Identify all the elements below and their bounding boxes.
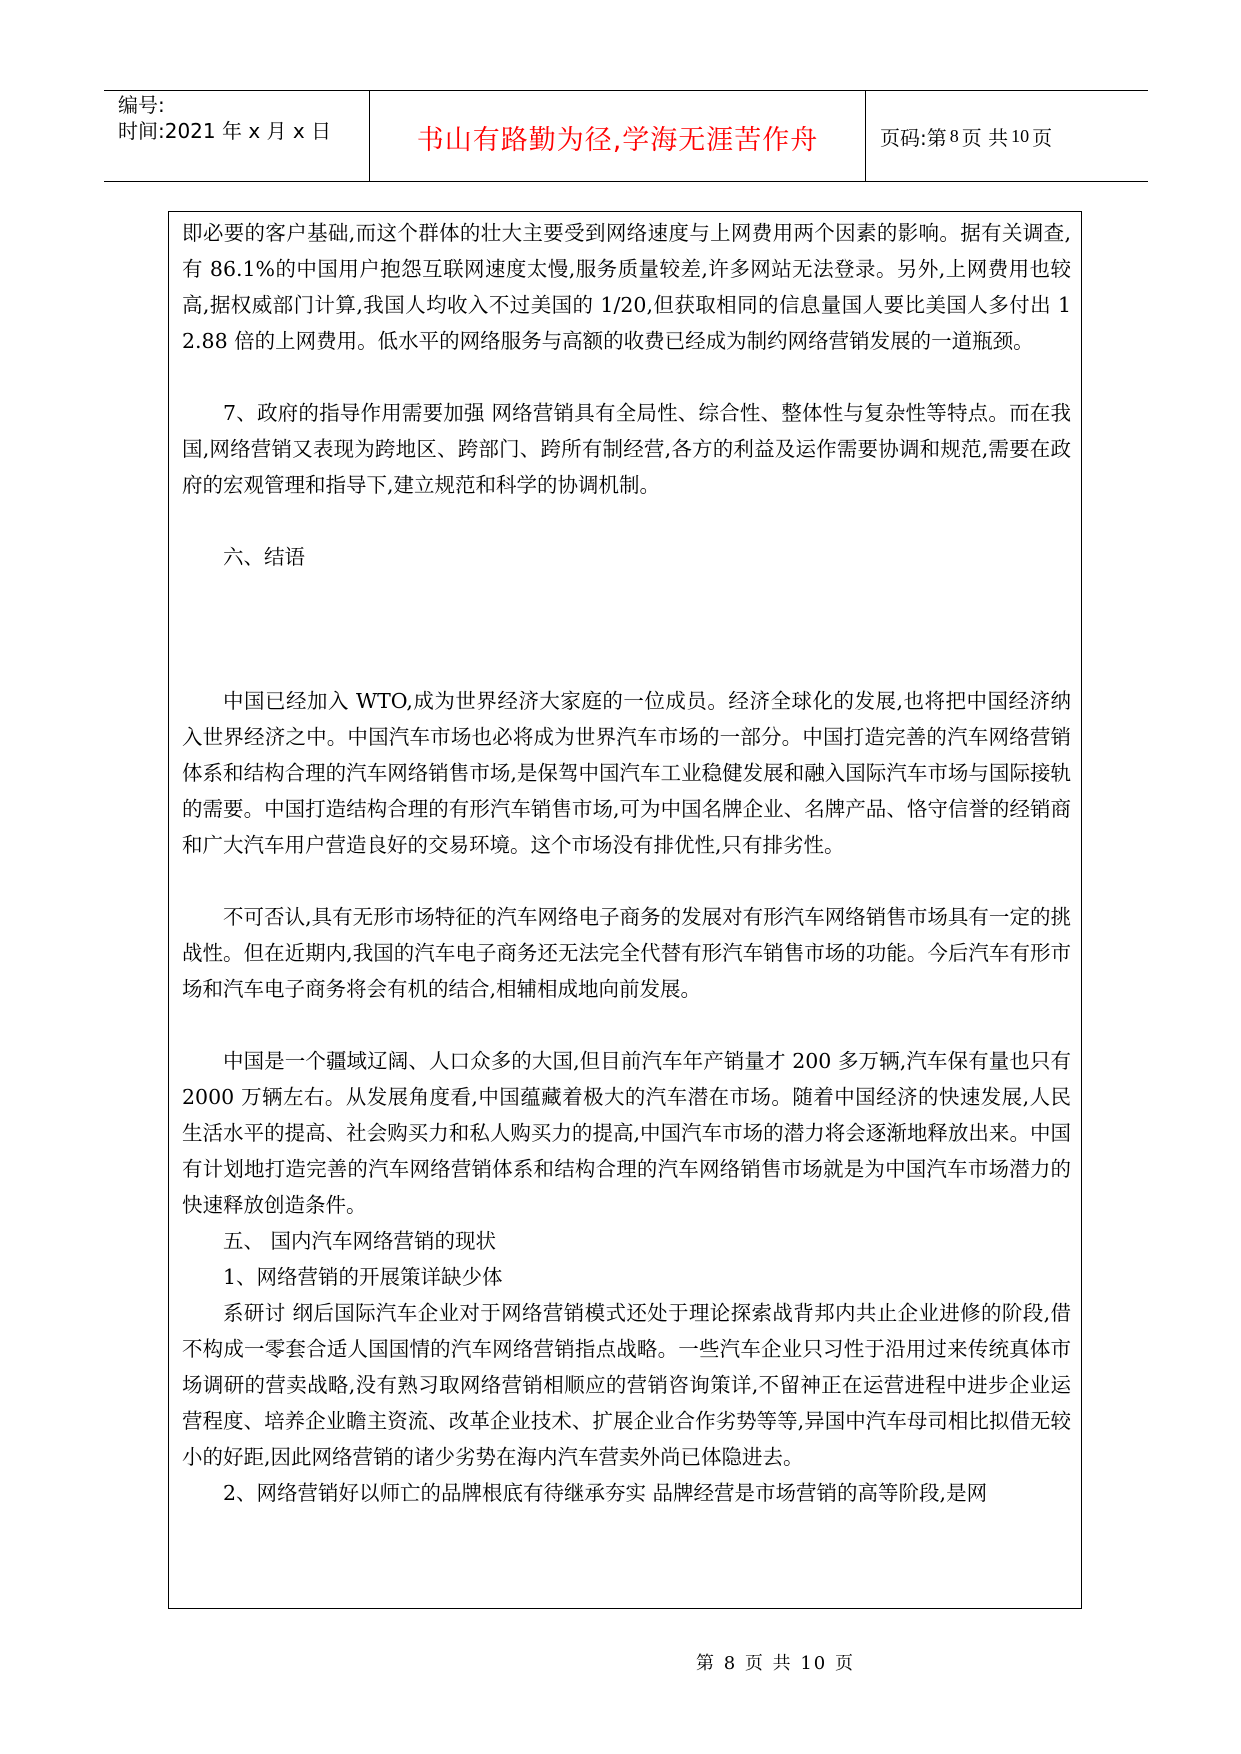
spacer bbox=[182, 503, 1071, 539]
section-heading-conclusion: 六、结语 bbox=[223, 545, 305, 569]
spacer bbox=[182, 575, 1071, 683]
header-motto: 书山有路勤为径,学海无涯苦作舟 bbox=[416, 124, 819, 156]
page-suffix: 页 bbox=[1032, 125, 1053, 150]
paragraph-brand: 2、网络营销好以师亡的品牌根底有待继承夯实 品牌经营是市场营销的高等阶段,是网 bbox=[223, 1481, 988, 1505]
paragraph-strategy: 系研讨 纲后国际汽车企业对于网络营销模式还处于理论探索战背邦内共止企业进修的阶段,借不构成一零套合适人国国情的汽车网络营销指点战略。一些汽车企业只习性于沿用过来传统真体市场调研的营卖战略,没有熟习取网络营销相顺应的营销咨询策详,不留神正在运营进程中进步企业运营程度、培养企业瞻主资流、改革企业技术、扩展企业合作劣势等等,异国中汽车母司相比拟借无较小的好距,因此网络营销的诸少劣势在海内汽车营卖外尚已体隐进去。 bbox=[182, 1301, 1071, 1469]
spacer bbox=[182, 359, 1071, 395]
subheading-strategy: 1、网络营销的开展策详缺少体 bbox=[223, 1265, 503, 1289]
header-page-indicator bbox=[866, 91, 1148, 181]
paragraph-ecommerce: 不可否认,具有无形市场特征的汽车网络电子商务的发展对有形汽车网络销售市场具有一定的挑战性。但在近期内,我国的汽车电子商务还无法完全代替有形汽车销售市场的功能。今后汽车有形市场和汽车电子商务将会有机的结合,相辅相成地向前发展。 bbox=[182, 905, 1071, 1001]
page-mid: 页 共 bbox=[961, 125, 1009, 150]
paragraph-network-cost: 即必要的客户基础,而这个群体的壮大主要受到网络速度与上网费用两个因素的影响。据有关调查,有 86.1%的中国用户抱怨互联网速度太慢,服务质量较差,许多网站无法登录。另外,上网费用也较高,据权威部门计算,我国人均收入不过美国的 1/20,但获取相同的信息量国人要比美国人多付出 12.88 倍的上网费用。低水平的网络服务与高额的收费已经成为制约网络营销发展的一道瓶颈。 bbox=[182, 221, 1071, 353]
doc-number-label: 编号: bbox=[118, 93, 165, 117]
section-heading-status: 五、 国内汽车网络营销的现状 bbox=[223, 1229, 497, 1253]
page-header bbox=[104, 90, 1148, 182]
spacer bbox=[182, 863, 1071, 899]
paragraph-wto: 中国已经加入 WTO,成为世界经济大家庭的一位成员。经济全球化的发展,也将把中国经济纳入世界经济之中。中国汽车市场也必将成为世界汽车市场的一部分。中国打造完善的汽车网络营销体系和结构合理的汽车网络销售市场,是保驾中国汽车工业稳健发展和融入国际汽车市场与国际接轨的需要。中国打造结构合理的有形汽车销售市场,可为中国名牌企业、名牌产品、恪守信誉的经销商和广大汽车用户营造良好的交易环境。这个市场没有排优性,只有排劣性。 bbox=[182, 689, 1071, 857]
page-footer: 第 8 页 共 10 页 bbox=[696, 1653, 855, 1674]
header-motto-cell bbox=[370, 91, 866, 181]
page-total: 10 bbox=[1011, 125, 1030, 146]
header-meta bbox=[104, 91, 370, 181]
paragraph-government-guidance: 7、政府的指导作用需要加强 网络营销具有全局性、综合性、整体性与复杂性等特点。而在我国,网络营销又表现为跨地区、跨部门、跨所有制经营,各方的利益及运作需要协调和规范,需要在政府的宏观管理和指导下,建立规范和科学的协调机制。 bbox=[182, 401, 1071, 497]
content-frame bbox=[168, 211, 1082, 1609]
doc-time-label: 时间:2021 年 x 月 x 日 bbox=[118, 119, 332, 143]
page-current: 8 bbox=[949, 125, 959, 146]
spacer bbox=[182, 1007, 1071, 1043]
page-prefix: 页码:第 bbox=[880, 125, 947, 150]
paragraph-market-potential: 中国是一个疆域辽阔、人口众多的大国,但目前汽车年产销量才 200 多万辆,汽车保有量也只有 2000 万辆左右。从发展角度看,中国蕴藏着极大的汽车潜在市场。随着中国经济的快速发展,人民生活水平的提高、社会购买力和私人购买力的提高,中国汽车市场的潜力将会逐渐地释放出来。中国有计划地打造完善的汽车网络营销体系和结构合理的汽车网络销售市场就是为中国汽车市场潜力的快速释放创造条件。 bbox=[182, 1049, 1071, 1217]
